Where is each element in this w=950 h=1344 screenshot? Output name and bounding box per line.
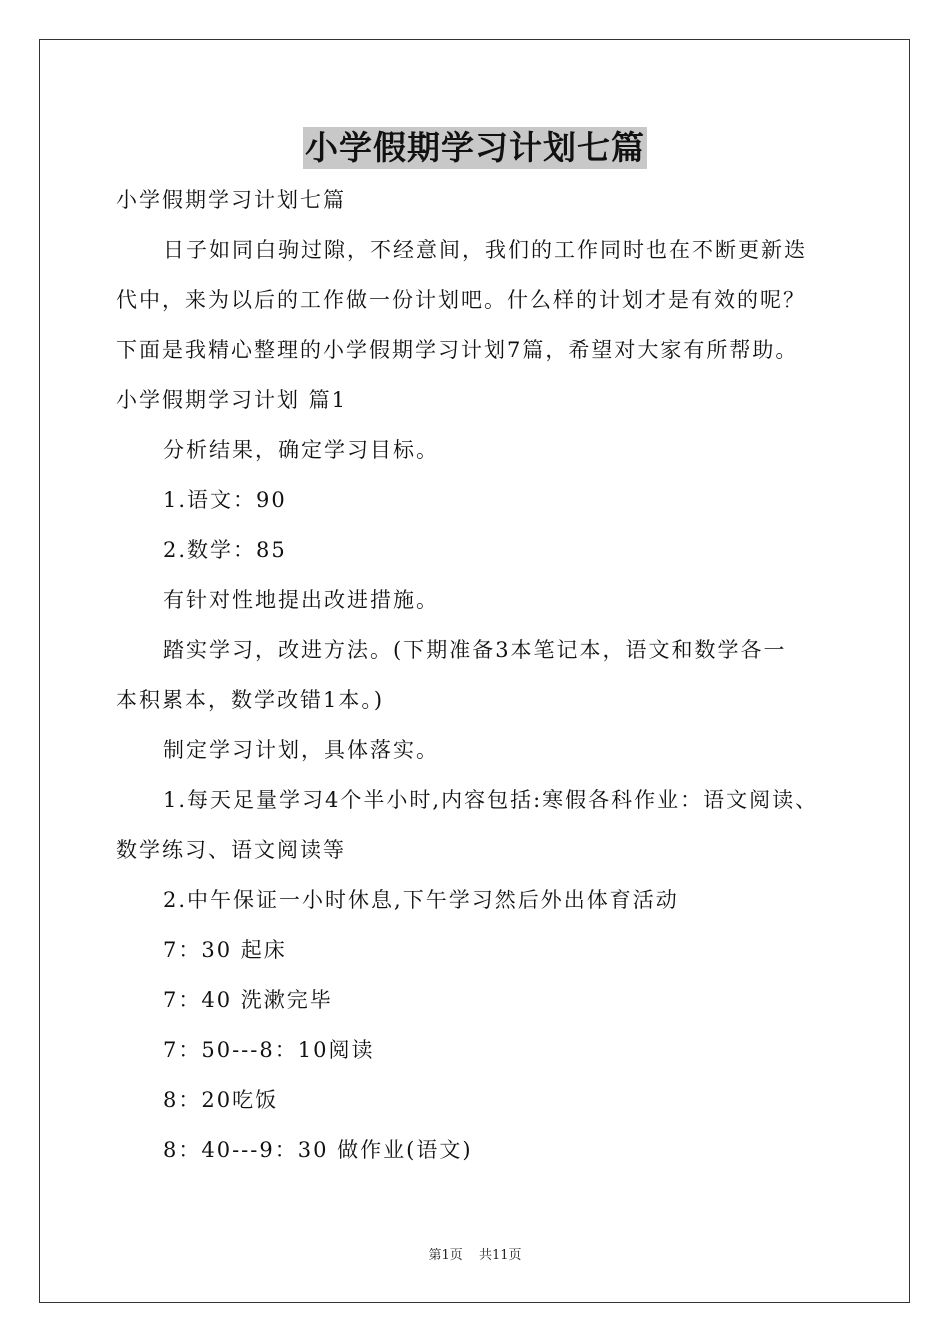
schedule-line: 7：40 洗漱完毕: [163, 988, 333, 1012]
text-line: 小学假期学习计划七篇: [116, 188, 346, 212]
text-line: 日子如同白驹过隙，不经意间，我们的工作同时也在不断更新迭: [163, 238, 807, 262]
page-total: 共11页: [478, 1248, 522, 1263]
text-line: 下面是我精心整理的小学假期学习计划7篇，希望对大家有所帮助。: [116, 338, 799, 362]
document-body: [116, 175, 836, 1175]
text-line: 分析结果，确定学习目标。: [163, 438, 439, 462]
text-line: 1.每天足量学习4个半小时,内容包括:寒假各科作业：语文阅读、: [163, 788, 819, 812]
schedule-line: 7：30 起床: [163, 938, 287, 962]
schedule-line: 8：40---9：30 做作业(语文): [163, 1138, 473, 1162]
schedule-line: 7：50---8：10阅读: [163, 1038, 375, 1062]
page-number: 第1页: [428, 1248, 463, 1263]
text-line: 2.中午保证一小时休息,下午学习然后外出体育活动: [163, 888, 679, 912]
text-line: 数学练习、语文阅读等: [116, 838, 346, 862]
text-line: 有针对性地提出改进措施。: [163, 588, 439, 612]
text-line: 1.语文：90: [163, 488, 287, 512]
text-line: 本积累本，数学改错1本。): [116, 688, 385, 712]
section-heading: 小学假期学习计划 篇1: [116, 388, 348, 412]
text-line: 制定学习计划，具体落实。: [163, 738, 439, 762]
title-wrap: [0, 127, 950, 169]
schedule-line: 8：20吃饭: [163, 1088, 279, 1112]
text-line: 代中，来为以后的工作做一份计划吧。什么样的计划才是有效的呢？: [116, 288, 806, 312]
text-line: 2.数学：85: [163, 538, 287, 562]
page-footer: [0, 1247, 950, 1265]
text-line: 踏实学习，改进方法。(下期准备3本笔记本，语文和数学各一: [163, 638, 787, 662]
document-title: 小学假期学习计划七篇: [305, 128, 645, 167]
